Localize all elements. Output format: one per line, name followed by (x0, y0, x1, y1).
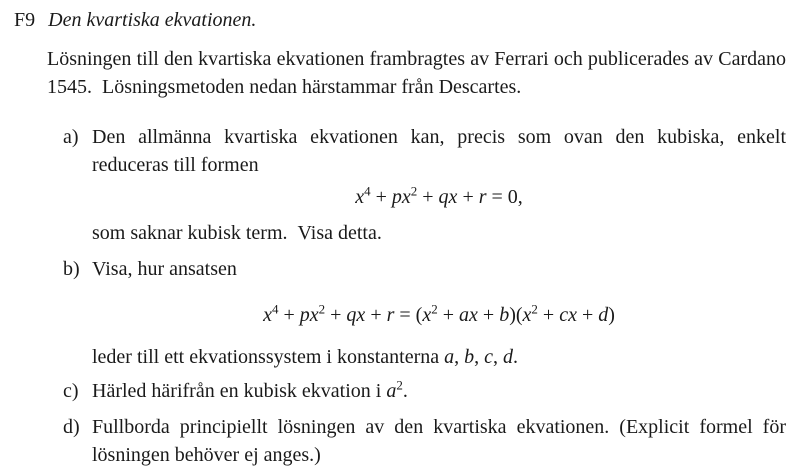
part-d (14, 413, 786, 469)
part-a-label: a) (63, 126, 79, 148)
part-a-text: Den allmänna kvartiska ekvationen kan, precis som ovan den kubiska, enkelt reduceras till formen (92, 126, 786, 176)
equation-quartic-reduced: $x^4 + px^2$ + qx + r = 0, (355, 183, 523, 208)
part-c-label: c) (63, 380, 79, 402)
problem-header (14, 6, 786, 34)
part-d-label: d) (63, 416, 80, 438)
problem-parts (14, 123, 786, 469)
part-b (14, 255, 786, 371)
part-b-text: Visa, hur ansatsen (92, 258, 237, 280)
part-d-text: Fullborda principiellt lösningen av den kvartiska ekvationen. (Explicit formel för lösningen behöver ej anges.) (92, 416, 786, 466)
problem-title: Den kvartiska ekvationen. (48, 9, 257, 31)
part-b-label: b) (63, 258, 80, 280)
part-a-after-text: som saknar kubisk term. Visa detta. (92, 222, 382, 244)
part-c (14, 377, 786, 405)
equation-factorization: $x^4 + px^2$ + qx + $r = (x^2$ + ax + $b)(x^2$ + cx + d) (263, 301, 615, 326)
intro-paragraph: Lösningen till den kvartiska ekvationen frambragtes av Ferrari och publicerades av Cardano 1545. Lösningsmetoden nedan härstammar från Descartes. (47, 48, 786, 98)
part-a (14, 123, 786, 247)
part-c-text: Härled härifrån en kubisk ekvation i $a^2$. (92, 377, 408, 402)
part-b-after-text: leder till ett ekvationssystem i konstanterna a, b, c, d. (92, 346, 519, 368)
problem-number: F9 (14, 9, 36, 31)
